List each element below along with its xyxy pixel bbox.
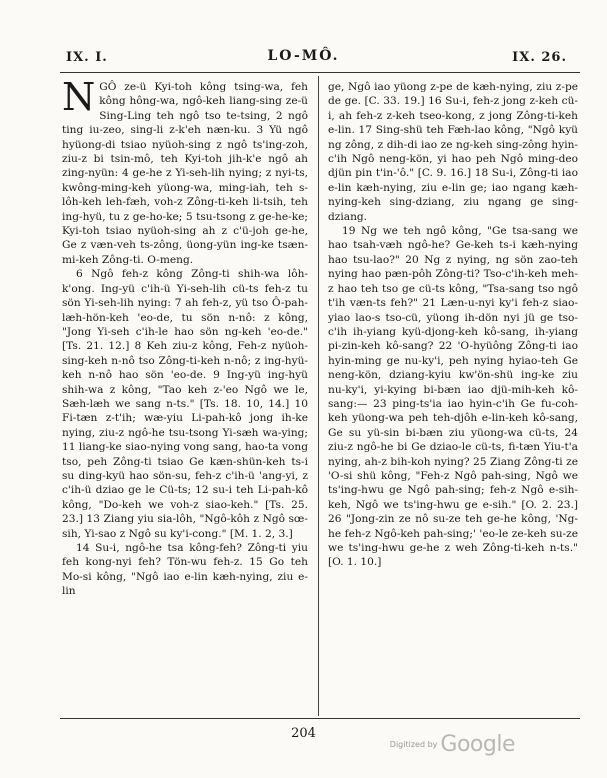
paragraph: 19 Ng we teh ngô kông, "Ge tsa-sang we hao tsah-væh ngô-he? Ge-keh ts-i kæh-nying hao tsu-lao?" 20 Ng z nying, ng sön zao-teh nying hao pæn-pôh Zông-ti? Tso-c'ih-keh meh-z hao teh tso ge cü-ts kông, "Tsa-sang tso ngô t'ih væn-ts feh?" 21 Læn-u-nyi ky'i feh-z siao-yiao lao-s tso-cü, yüong ih-dön nyi jü ge tso-c'ih ih-yiang kyü-djong-keh kô-sang, ih-yiang pi-zin-keh kô-sang? 22 'O-hyüông Zông-ti iao hyin-ming ge nu-ky'i, peh nying hyiao-teh Ge neng-kön, dziang-kyiu kw'ön-shü ing-ke ziu nu-ky'i, yi-kying bi-bæn iao djü-mih-keh kô-sang:— 23 ping-ts'ia iao hyin-c'ih Ge fu-coh-keh yüong-wa peh teh-djôh e-lin-keh kô-sang, Ge su yü-sin bi-bæn ziu yüong-wa cü-ts, 24 ziu-z ngô-he bi Ge dziao-le cü-ts, fi-tæn Yiu-t'a nying, ah-z bih-koh nying? 25 Ziang Zông-ti ze 'O-si shü kông, "Feh-z Ngô pah-sing, Ngô we ts'ing-hwu ge Ngô pah-sing; feh-z Ngô e-sih-keh, Ngô we ts'ing-hwu ge e-sih." [O. 2. 23.] 26 "Jong-zin ze nô su-ze teh ge-he kông, 'Ng-he feh-z Ngô-keh pah-sing;' 'eo-le ze-keh su-ze we ts'ing-hwu ge-he z weh Zông-ti-keh n-ts." [O. 1. 10.] [328,225,578,569]
paragraph-text: GÔ ze-ü Kyi-toh kông tsing-wa, feh kông hông-wa, ngô-keh liang-sing ze-ü Sing-Ling teh ngô tso te-tsing, 2 ngô ting iu-zeo, sing-li z-k'eh næn-ku. 3 Yü ngô hyüong-di tsiao nyüoh-sing z ngô ts'ing-zoh, ziu-z bi tsin-mô, teh Kyi-toh jih-k'e ngô ah zing-nyün: 4 ge-he z Yi-seh-lih nying; z nyi-ts, kwông-ming-keh yüong-wa, ming-iah, teh s-lôh-keh leh-fæh, voh-z Zông-ti-keh li-tsih, teh ing-hyü, tu z ge-ho-ke; 5 tsu-tsong z ge-he-ke; Kyi-toh tsiao nyüoh-sing ah z c'ü-joh ge-he, Ge z væn-veh ts-zông, üong-yün ing-ke tsæn-mi-keh Zông-ti. O-meng. [62,81,308,266]
paragraph: ge, Ngô iao yüong z-pe de kæh-nying, ziu z-pe de ge. [C. 33. 19.] 16 Su-i, feh-z jong z-keh cü-i, ah feh-z z-keh tseo-kong, z jong Zông-ti-keh e-lin. 17 Sing-shü teh Fæh-lao kông, "Ngô kyü ng zông, z dih-di iao ze ng-keh sing-zông hyin-c'ih Ngô neng-kön, yi hao peh Ngô ming-deo djün pin t'in-'ô." [C. 9. 16.] 18 Su-i, Zông-ti iao e-lin kæh-nying, ziu e-lin ge; iao ngang kæh-nying-keh sing-dziang, ziu ngang ge sing-dziang. [328,81,578,223]
right-column [328,80,578,570]
footer-rule [60,718,580,719]
header-rule [60,72,580,73]
left-column [62,75,308,599]
column-divider [318,76,319,716]
chapter-verse-left: IX. I. [66,50,108,65]
digitized-label: Digitized by [389,740,438,749]
paragraph [62,75,308,267]
google-logo: Google [440,732,515,757]
book-title: LO-MÔ. [267,48,340,64]
chapter-verse-right: IX. 26. [512,50,567,65]
drop-cap: N [62,75,96,119]
digitized-watermark [390,732,515,757]
paragraph: 14 Su-i, ngô-he tsa kông-feh? Zông-ti yiu feh kong-nyi feh? Tön-wu feh-z. 15 Go teh Mo-si kông, "Ngô iao e-lin kæh-nying, ziu e-lin [62,542,308,598]
page-number: 204 [291,726,316,741]
paragraph: 6 Ngô feh-z kông Zông-ti shih-wa lôh-k'ong. Ing-yü c'ih-ü Yi-seh-lih cü-ts feh-z tu sön Yi-seh-lih nying: 7 ah feh-z, yü tso Ô-pah-læh-hön-keh 'eo-de, tu sön n-nô: z kông, "Jong Yi-seh c'ih-le hao sön ng-keh 'eo-de." [Ts. 21. 12.] 8 Keh ziu-z kông, Feh-z nyüoh-sing-keh n-nô tso Zông-ti-keh n-nô; z ing-hyü-keh n-nô hao sön 'eo-de. 9 Ing-yü ing-hyü shih-wa z kông, "Tao keh z-'eo Ngô we le, Sæh-læh we sang n-ts." [Ts. 18. 10, 14.] 10 Fi-tæn z-t'ih; wæ-yiu Li-pah-kô jong ih-ke nying, ziu-z ngô-he tsu-tsong Yi-sæh wa-ying; 11 liang-ke siao-nying vong sang, hao-ta vong tso, peh Zông-ti tsiao Ge kæn-shün-keh ts-i su ding-kyü hao sön-su, feh-z c'ih-ü 'ang-yi, z c'ih-ü dziao ge le Cü-ts; 12 su-i teh Li-pah-kô kông, "Do-keh we voh-z siao-keh." [Ts. 25. 23.] 13 Ziang yiu sia-lôh, "Ngô-kôh z Ngô sœ-sih, Yi-sao z Ngô su ky'i-cong." [M. 1. 2, 3.] [62,268,308,540]
